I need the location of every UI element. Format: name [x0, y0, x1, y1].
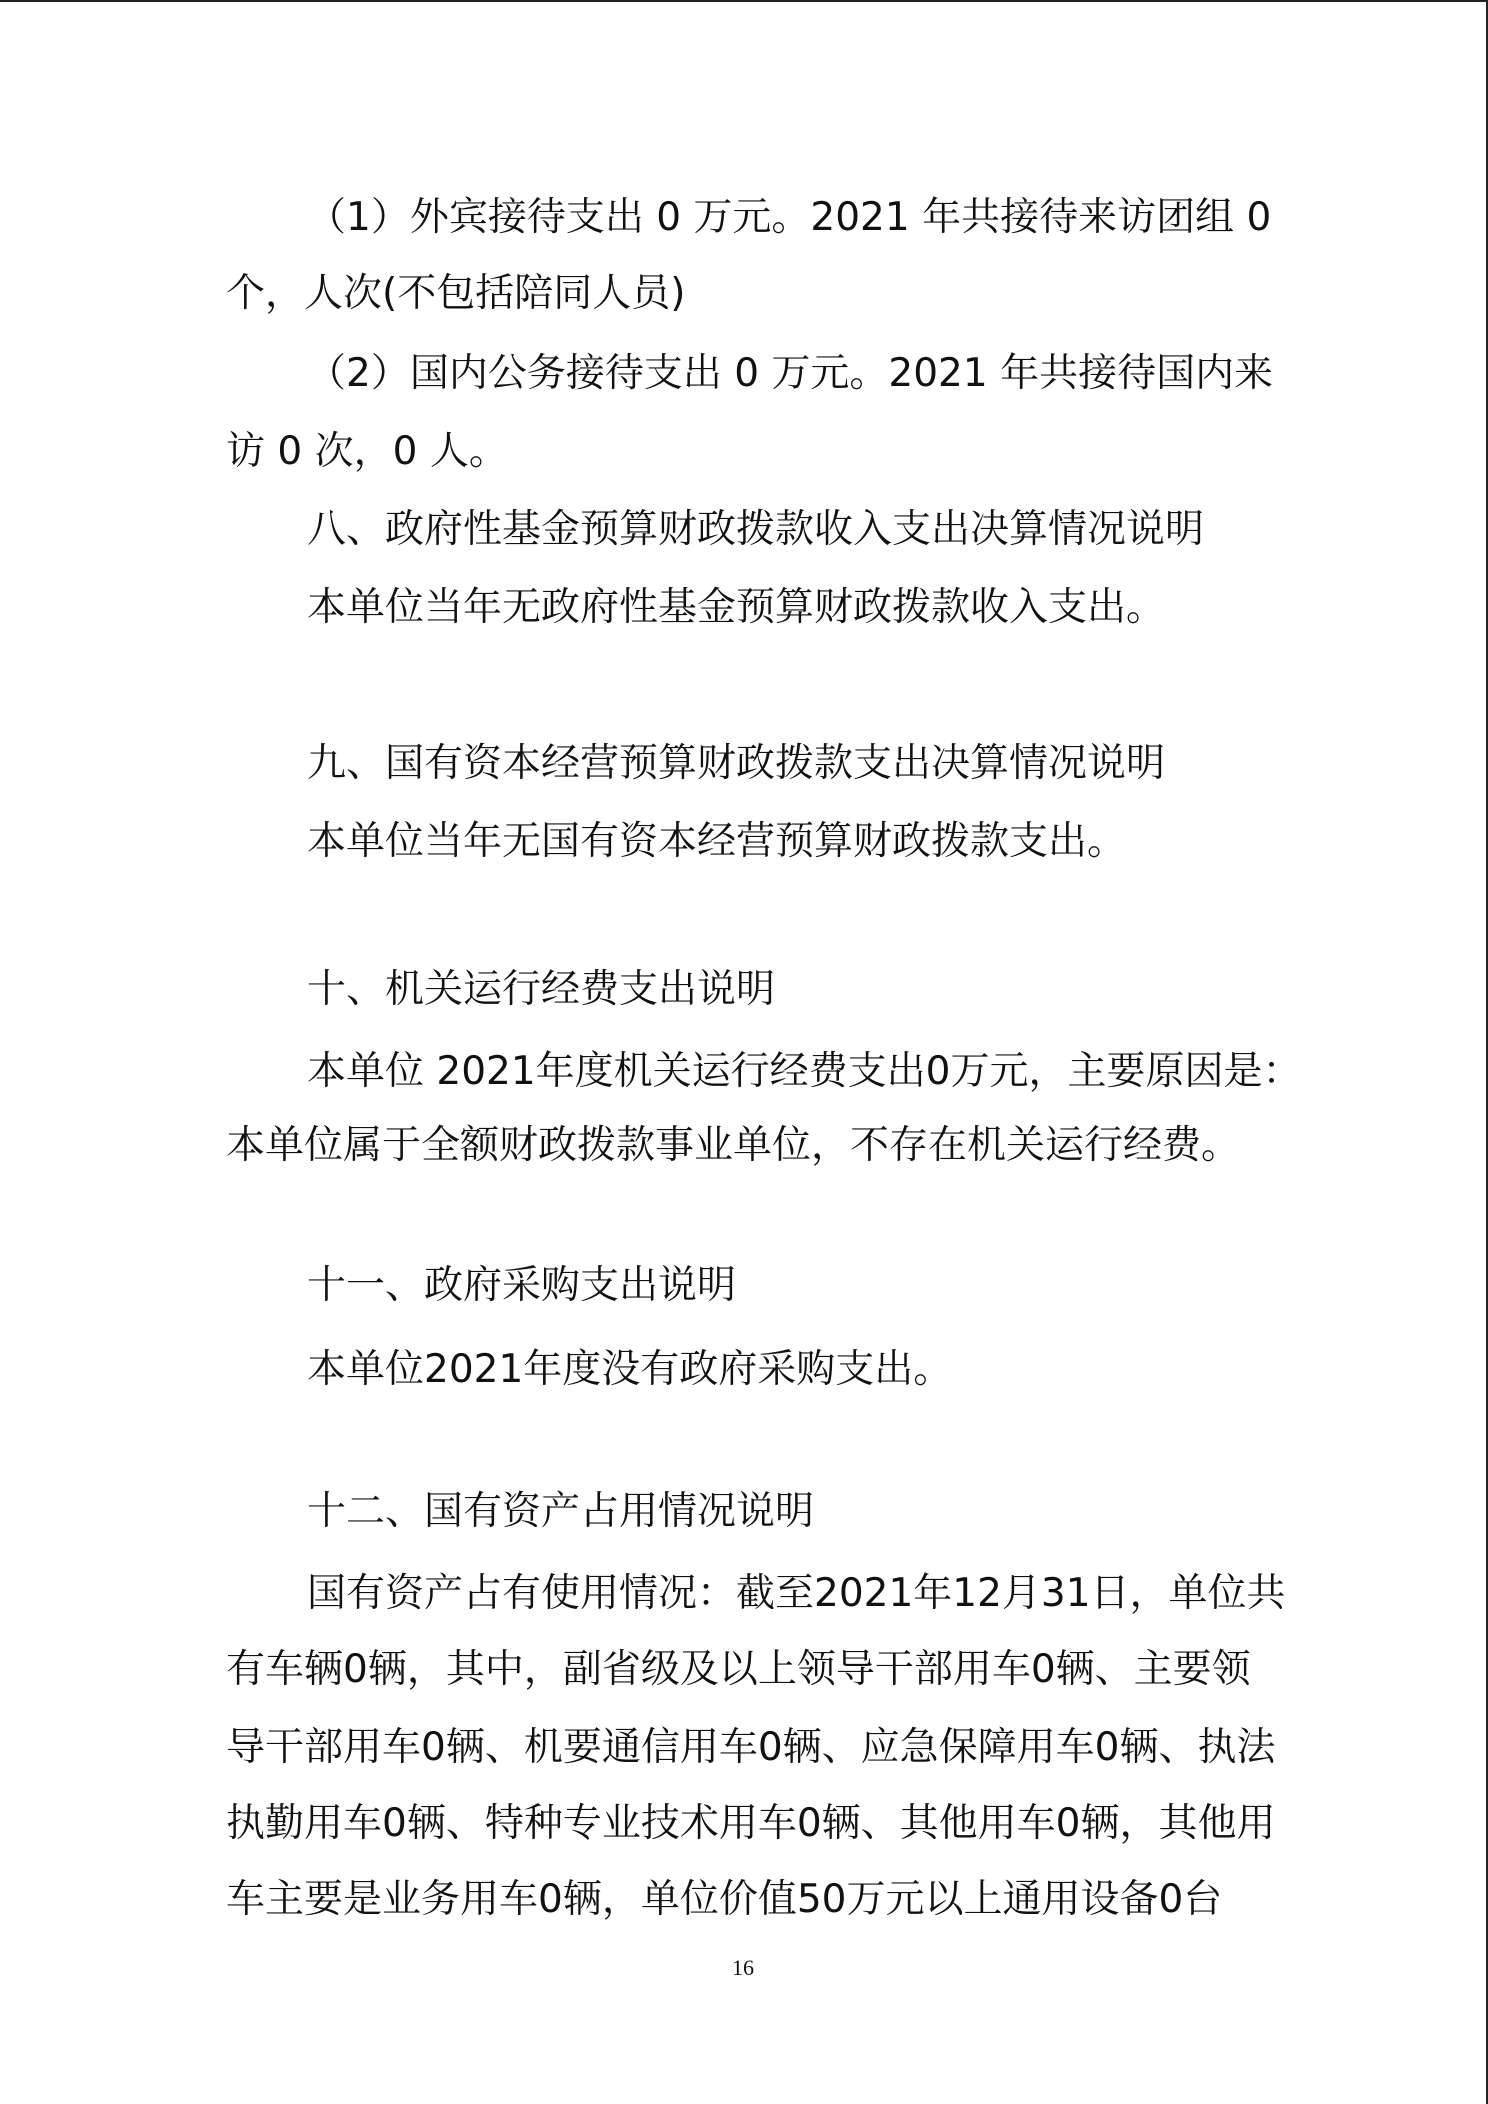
section-heading-11: 十一、政府采购支出说明 [307, 1263, 737, 1308]
section-body-12-line-1: 国有资产占有使用情况：截至2021年12月31日，单位共 [307, 1571, 1286, 1616]
reception-domestic-line-1: （2）国内公务接待支出 0 万元。2021 年共接待国内来 [307, 351, 1274, 396]
page-border-top [0, 0, 1488, 2]
section-heading-12: 十二、国有资产占用情况说明 [307, 1489, 815, 1534]
reception-foreign-line-2: 个，人次(不包括陪同人员) [226, 271, 686, 316]
section-body-9: 本单位当年无国有资本经营预算财政拨款支出。 [307, 819, 1127, 864]
section-body-10-line-2: 本单位属于全额财政拨款事业单位，不存在机关运行经费。 [226, 1123, 1241, 1168]
section-body-11: 本单位2021年度没有政府采购支出。 [307, 1347, 953, 1392]
section-body-12-line-5: 车主要是业务用车0辆，单位价值50万元以上通用设备0台 [226, 1877, 1223, 1922]
section-body-12-line-2: 有车辆0辆，其中，副省级及以上领导干部用车0辆、主要领 [226, 1647, 1251, 1692]
section-body-10-line-1: 本单位 2021年度机关运行经费支出0万元，主要原因是： [307, 1049, 1302, 1094]
reception-domestic-line-2: 访 0 次，0 人。 [226, 429, 508, 474]
section-heading-9: 九、国有资本经营预算财政拨款支出决算情况说明 [307, 741, 1166, 786]
section-body-8: 本单位当年无政府性基金预算财政拨款收入支出。 [307, 585, 1166, 630]
section-heading-10: 十、机关运行经费支出说明 [307, 967, 776, 1012]
reception-foreign-line-1: （1）外宾接待支出 0 万元。2021 年共接待来访团组 0 [307, 195, 1272, 240]
page-number: 16 [732, 1955, 754, 1980]
section-heading-8: 八、政府性基金预算财政拨款收入支出决算情况说明 [307, 507, 1205, 552]
section-body-12-line-4: 执勤用车0辆、特种专业技术用车0辆、其他用车0辆，其他用 [226, 1801, 1276, 1846]
section-body-12-line-3: 导干部用车0辆、机要通信用车0辆、应急保障用车0辆、执法 [226, 1725, 1276, 1770]
